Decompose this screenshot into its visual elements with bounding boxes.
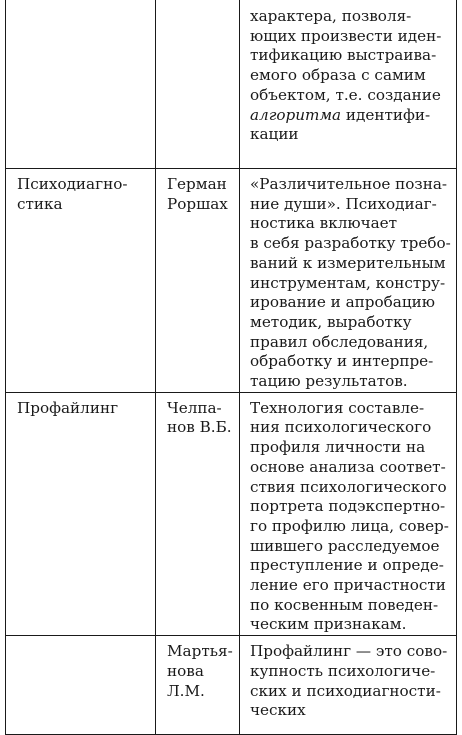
- text-segment: ление его причастности: [250, 576, 446, 595]
- description-line: [250, 66, 452, 86]
- author-cell: [156, 169, 240, 393]
- description-line: [250, 86, 452, 106]
- description-line: [250, 106, 452, 126]
- text-segment: характера, позволя-: [250, 7, 412, 25]
- table-row: [6, 0, 457, 169]
- text-segment: правил обследования,: [250, 332, 429, 351]
- description-line: [250, 438, 452, 458]
- description-line: [250, 596, 452, 616]
- table-row: [6, 392, 457, 635]
- text-segment: ваний к измерительным: [250, 253, 446, 272]
- description-line: [250, 46, 452, 66]
- author-cell: [156, 636, 240, 735]
- description-line: [250, 234, 452, 254]
- description-cell: [240, 636, 457, 735]
- text-segment: ющих произвести иден-: [250, 26, 442, 45]
- text-segment: Технология составле-: [250, 398, 425, 417]
- text-segment: «Различительное позна-: [250, 175, 448, 193]
- description-line: [250, 274, 452, 294]
- text-segment: ирование и апробацию: [250, 293, 435, 312]
- text-segment: ских и психодиагности-: [250, 681, 441, 700]
- description-line: [250, 313, 452, 333]
- author-line: Роршах: [167, 194, 228, 213]
- description-line: [250, 372, 452, 392]
- description-line: [250, 497, 452, 517]
- author-line: нова: [167, 661, 204, 680]
- author-line: нов В.Б.: [167, 418, 232, 437]
- text-segment: ние души». Психодиаг-: [250, 194, 437, 213]
- description-line: [250, 27, 452, 47]
- description-line: [250, 517, 452, 537]
- term-line: Профайлинг: [17, 398, 119, 417]
- description-line: [250, 458, 452, 478]
- author-line: Челпа-: [167, 398, 222, 417]
- term-cell: [6, 0, 156, 169]
- description-line: [250, 662, 452, 682]
- text-segment: методик, выработку: [250, 312, 412, 331]
- description-cell: [240, 0, 457, 169]
- text-segment: ческим признакам.: [250, 615, 407, 634]
- description-line: [250, 478, 452, 498]
- description-line: [250, 214, 452, 234]
- description-cell: [240, 392, 457, 635]
- description-line: [250, 399, 452, 419]
- text-segment: ческих: [250, 701, 306, 720]
- text-segment: инструментам, констру-: [250, 273, 446, 292]
- text-segment: обработку и интерпре-: [250, 352, 434, 371]
- terms-table: [5, 0, 457, 735]
- description-line: [250, 556, 452, 576]
- text-segment: объектом, т.е. создание: [250, 85, 441, 104]
- text-segment: кации: [250, 125, 299, 144]
- description-line: [250, 195, 452, 215]
- table-body: [6, 0, 457, 735]
- text-segment: профиля личности на: [250, 438, 426, 457]
- description-line: [250, 7, 452, 27]
- text-segment: емого образа с самим: [250, 66, 426, 85]
- term-cell: [6, 392, 156, 635]
- author-line: Мартья-: [167, 642, 233, 661]
- text-segment: го профилю лица, совер-: [250, 516, 449, 535]
- text-segment: портрета подэкспертно-: [250, 497, 446, 516]
- text-segment: ностика включает: [250, 214, 398, 233]
- description-line: [250, 293, 452, 313]
- description-line: [250, 333, 452, 353]
- text-segment: шившего расследуемое: [250, 536, 440, 555]
- author-line: Герман: [167, 175, 227, 193]
- table-row: [6, 169, 457, 393]
- description-line: [250, 537, 452, 557]
- text-segment: тификацию выстраива-: [250, 46, 437, 65]
- description-line: [250, 682, 452, 702]
- text-segment: ствия психологического: [250, 477, 447, 496]
- text-segment: идентифи-: [341, 105, 431, 124]
- description-line: [250, 352, 452, 372]
- term-cell: [6, 169, 156, 393]
- description-line: [250, 418, 452, 438]
- description-line: [250, 642, 452, 662]
- text-segment: в себя разработку требо-: [250, 234, 451, 253]
- text-segment: купность психологиче-: [250, 661, 436, 680]
- text-segment: ния психологического: [250, 418, 432, 437]
- term-line: Психодиагно-: [17, 175, 128, 193]
- description-line: [250, 576, 452, 596]
- description-line: [250, 701, 452, 721]
- author-cell: [156, 392, 240, 635]
- text-segment: тацию результатов.: [250, 372, 408, 391]
- description-line: [250, 125, 452, 145]
- author-cell: [156, 0, 240, 169]
- description-cell: [240, 169, 457, 393]
- description-line: [250, 175, 452, 195]
- text-segment: преступление и опреде-: [250, 556, 444, 575]
- text-segment: Профайлинг — это сово-: [250, 642, 448, 661]
- description-line: [250, 615, 452, 635]
- term-cell: [6, 636, 156, 735]
- author-line: Л.М.: [167, 681, 205, 700]
- text-segment: по косвенным поведен-: [250, 595, 439, 614]
- text-segment: основе анализа соответ-: [250, 457, 446, 476]
- table-row: [6, 636, 457, 735]
- term-line: стика: [17, 194, 63, 213]
- italic-text: алгоритма: [250, 105, 342, 124]
- description-line: [250, 254, 452, 274]
